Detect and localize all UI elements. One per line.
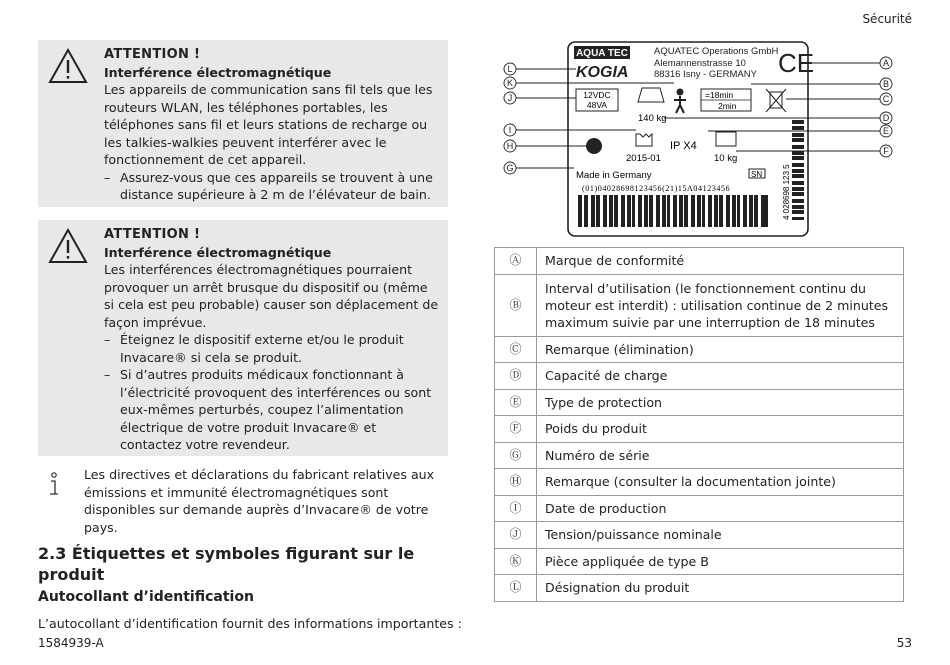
legend-text: Capacité de charge: [537, 363, 904, 390]
made-in-text: Made in Germany: [576, 170, 652, 181]
legend-text: Date de production: [537, 495, 904, 522]
brand-text: AQUA TEC: [576, 48, 628, 59]
page-number: 53: [896, 636, 912, 650]
legend-row: [495, 469, 904, 496]
legend-key: Ⓚ: [495, 548, 537, 575]
legend-row: [495, 442, 904, 469]
legend-row: [495, 363, 904, 390]
warning-item: – Assurez-vous que ces appareils se trouvent à une distance supérieure à 2 m de l’élévateur de bain.: [104, 169, 440, 204]
legend-key: Ⓐ: [495, 248, 537, 275]
section-heading: 2.3 Étiquettes et symboles figurant sur le produit: [38, 544, 415, 584]
year-text: 2015-01: [626, 153, 661, 164]
barcode-caption: (01)04028698123456(21)15A04123456: [582, 184, 731, 193]
legend-text: Tension/puissance nominale: [537, 522, 904, 549]
legend-row: [495, 274, 904, 336]
weight-text: 10 kg: [714, 153, 738, 164]
callout-b: B: [882, 79, 890, 89]
warning-subtitle: Interférence électromagnétique: [104, 64, 332, 80]
warning-box-2: [38, 220, 448, 456]
legend-key: Ⓗ: [495, 469, 537, 496]
legend-row: [495, 495, 904, 522]
warning-body: Les appareils de communication sans fil tels que les routeurs WLAN, les téléphones portables, les téléphones sans fil et leurs stations de recharge ou les talkies-walkies peuvent interférer avec le fonctionnement de cet appareil.: [104, 82, 433, 167]
legend-key: Ⓕ: [495, 416, 537, 443]
legend-row: [495, 248, 904, 275]
consult-manual-icon: [586, 138, 602, 154]
callout-h: H: [506, 141, 514, 151]
warning-triangle-icon: [48, 48, 88, 84]
callout-k: K: [506, 78, 514, 88]
callout-a: A: [882, 58, 890, 68]
warning-triangle-icon: [48, 228, 88, 264]
callout-d: D: [882, 113, 890, 123]
info-note: [38, 466, 448, 536]
callout-j: J: [507, 93, 513, 103]
legend-row: [495, 522, 904, 549]
warning-title: ATTENTION !: [104, 47, 201, 62]
ce-mark-icon: CE: [777, 48, 815, 78]
vertical-barcode-digits: 4 028698 123 5: [782, 164, 791, 220]
callout-l: L: [507, 64, 513, 74]
legend-key: Ⓒ: [495, 336, 537, 363]
ip-text: IP X4: [670, 140, 697, 152]
running-header: Sécurité: [862, 12, 912, 26]
legend-text: Désignation du produit: [537, 575, 904, 602]
warning-subtitle: Interférence électromagnétique: [104, 244, 332, 260]
legend-row: [495, 548, 904, 575]
legend-text: Pièce appliquée de type B: [537, 548, 904, 575]
load-text: 140 kg: [638, 113, 667, 124]
voltage-text: 12VDC: [583, 90, 611, 100]
power-text: 48VA: [586, 100, 608, 110]
callout-f: F: [883, 146, 889, 156]
warning-item: – Si d’autres produits médicaux fonctionnant à l’électricité provoquent des interférences ou sont eux-mêmes perturbés, coupez l’alimentation électrique de votre produit Invacare® et contactez votre revendeur.: [104, 366, 440, 454]
legend-key: Ⓓ: [495, 363, 537, 390]
legend-text: Remarque (élimination): [537, 336, 904, 363]
legend-row: [495, 389, 904, 416]
legend-text: Remarque (consulter la documentation jointe): [537, 469, 904, 496]
label-legend-table: [494, 247, 904, 602]
legend-key: Ⓙ: [495, 522, 537, 549]
warning-title: ATTENTION !: [104, 227, 201, 242]
sn-text: SN: [751, 170, 763, 179]
callout-e: E: [882, 126, 890, 136]
document-number: 1584939-A: [38, 636, 104, 650]
identification-label-figure: [498, 40, 910, 240]
callout-g: G: [506, 163, 514, 173]
callout-i: I: [508, 125, 512, 135]
legend-row: [495, 416, 904, 443]
warning-body: Les interférences électromagnétiques pourraient provoquer un arrêt brusque du dispositif ou (même si cela est peu probable) causer son déplacement de façon imprévue.: [104, 262, 439, 330]
legend-text: Interval d’utilisation (le fonctionnement continu du moteur est interdit) : utilisation continue de 2 minutes maximum suivie par une interruption de 18 minutes: [537, 274, 904, 336]
legend-key: Ⓔ: [495, 389, 537, 416]
manufacturer-line-2: Alemannenstrasse 10: [654, 58, 746, 69]
duty-on-text: 2min: [718, 101, 737, 111]
manufacturer-line-1: AQUATEC Operations GmbH: [654, 46, 779, 57]
subsection-heading: Autocollant d’identification: [38, 589, 254, 605]
legend-key: Ⓘ: [495, 495, 537, 522]
legend-text: Marque de conformité: [537, 248, 904, 275]
legend-row: [495, 336, 904, 363]
info-note-text: Les directives et déclarations du fabricant relatives aux émissions et immunité électromagnétiques sont disponibles sur demande auprès d’Invacare® de votre pays.: [84, 467, 435, 535]
product-name: KOGIA: [576, 64, 629, 81]
legend-key: Ⓛ: [495, 575, 537, 602]
callout-c: C: [882, 94, 890, 104]
intro-paragraph: L’autocollant d’identification fournit des informations importantes :: [38, 616, 462, 631]
legend-key: Ⓖ: [495, 442, 537, 469]
warning-box-1: [38, 40, 448, 207]
legend-key: Ⓑ: [495, 274, 537, 336]
warning-item: – Éteignez le dispositif externe et/ou le produit Invacare® si cela se produit.: [104, 331, 440, 366]
barcode-graphic: [578, 195, 768, 227]
vertical-barcode-graphic: [792, 120, 804, 220]
manufacturer-line-3: 88316 Isny - GERMANY: [654, 69, 757, 80]
legend-row: [495, 575, 904, 602]
legend-text: Type de protection: [537, 389, 904, 416]
legend-text: Poids du produit: [537, 416, 904, 443]
duty-off-text: =18min: [705, 90, 734, 100]
legend-text: Numéro de série: [537, 442, 904, 469]
info-icon: [46, 472, 62, 498]
